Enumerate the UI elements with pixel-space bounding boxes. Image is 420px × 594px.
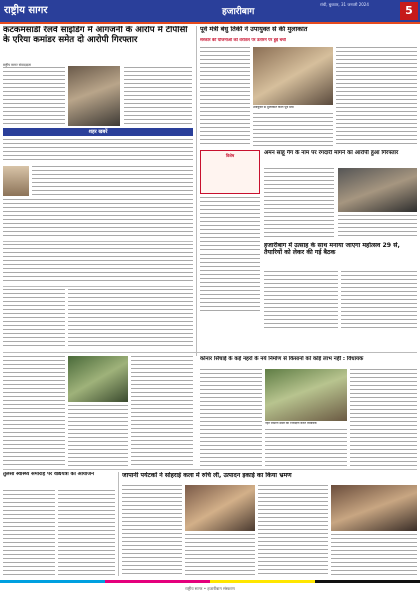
story2-photo <box>253 47 333 105</box>
side-box <box>200 150 260 194</box>
story7-headline: कोनार सिंचाई के कई नहरों के नये निर्माण से किसानों को कोई लाभ नहीं : विधायक <box>200 356 364 362</box>
column-rule <box>196 26 197 356</box>
column-rule <box>118 472 119 576</box>
story2-text <box>200 47 250 147</box>
story9-headline: जापानी पर्यटकों ने सोहराई कला में रुचि ली, उत्पादन इकाई का किया भ्रमण <box>122 472 292 479</box>
portrait-photo-1 <box>3 166 29 196</box>
story4-photo <box>338 168 417 212</box>
story7-text <box>3 356 65 466</box>
story7-text-6 <box>265 429 347 466</box>
story7-photo-left <box>68 356 128 402</box>
story8-text-2 <box>58 490 115 576</box>
story2-headline: पूर्व मंत्री बंधु तिर्की ने उपायुक्त से की मुलाकात <box>200 26 308 33</box>
divider <box>3 286 193 287</box>
brief-text-2 <box>32 166 193 196</box>
lead-body-text-2 <box>124 67 192 125</box>
story4-text-2 <box>338 215 417 238</box>
lead-body-text <box>3 67 65 125</box>
story2-subhead: सरकार की योजनाओं को धरातल पर उतारने पर हुई चर्चा <box>200 38 286 42</box>
divider <box>3 241 193 242</box>
story7-photo <box>265 369 347 421</box>
edition-date: रांची, बुधवार, 31 जनवरी 2024 <box>320 2 369 7</box>
story9-text <box>122 485 182 576</box>
story7-text-4 <box>350 369 417 466</box>
story9-text-4 <box>331 534 417 576</box>
story9-photo-1 <box>185 485 255 531</box>
brief-text-1 <box>3 139 193 163</box>
lead-photo <box>68 66 120 126</box>
divider <box>3 469 417 470</box>
print-color-bar <box>0 580 420 583</box>
masthead <box>0 0 420 22</box>
story7-text-2 <box>131 356 193 466</box>
story9-text-2 <box>185 534 255 576</box>
section-bar-city-news: शहर खबरें <box>3 128 193 136</box>
story7-caption: नहर निर्माण स्थल का निरीक्षण करते विधायक <box>265 422 317 425</box>
edition-city: हजारीबाग <box>222 7 255 17</box>
story5-headline: हजारीबाग में उत्साह के साथ मनाया जाएगा महोत्सव 29 से, तैयारियों को लेकर की गई बैठक <box>264 242 400 257</box>
divider <box>3 352 417 353</box>
brief-text-3 <box>3 199 193 239</box>
story2-text-3 <box>253 113 333 147</box>
story2-text-2 <box>336 47 417 147</box>
story4-text <box>264 168 334 238</box>
brief-text-6 <box>68 289 193 349</box>
story2-caption: उपायुक्त से मुलाकात करते पूर्व मंत्री <box>253 106 294 109</box>
brief-text-5 <box>3 289 65 349</box>
footer: राष्ट्रीय सागर • हजारीबाग संस्करण <box>185 586 235 591</box>
story5-text-3 <box>341 271 417 331</box>
newspaper-logo: राष्ट्रीय सागर <box>4 5 48 16</box>
side-box-title: विशेष <box>225 153 235 158</box>
page-number: 5 <box>400 2 418 20</box>
lead-headline: कटकमसांडी रेलवे साइडिंग में आगजनी के आरोप में टीपीसी के एरिया कमांडर समेत दो आरोपी गिरफ्तार <box>3 26 188 45</box>
story5-text <box>200 254 260 314</box>
lead-dateline: राष्ट्रीय सागर संवाददाता <box>3 63 32 67</box>
masthead-stripe <box>0 22 420 24</box>
story8-headline: तुलसी स्वास्थ्य समारोह पर वाद्ययंत्रों का आयोजन <box>3 472 94 477</box>
side-text <box>200 197 260 251</box>
story9-photo-2 <box>331 485 417 531</box>
story7-text-5 <box>68 405 128 466</box>
story8-text <box>3 490 55 576</box>
story4-headline: अमन साहू गैंग के नाम पर रंगदारी मांगने का आरोपी हुआ गिरफ्तार <box>264 150 399 156</box>
brief-text-4 <box>3 244 193 284</box>
story7-text-3 <box>200 369 262 466</box>
story9-text-3 <box>258 485 328 576</box>
story5-text-2 <box>264 271 338 331</box>
